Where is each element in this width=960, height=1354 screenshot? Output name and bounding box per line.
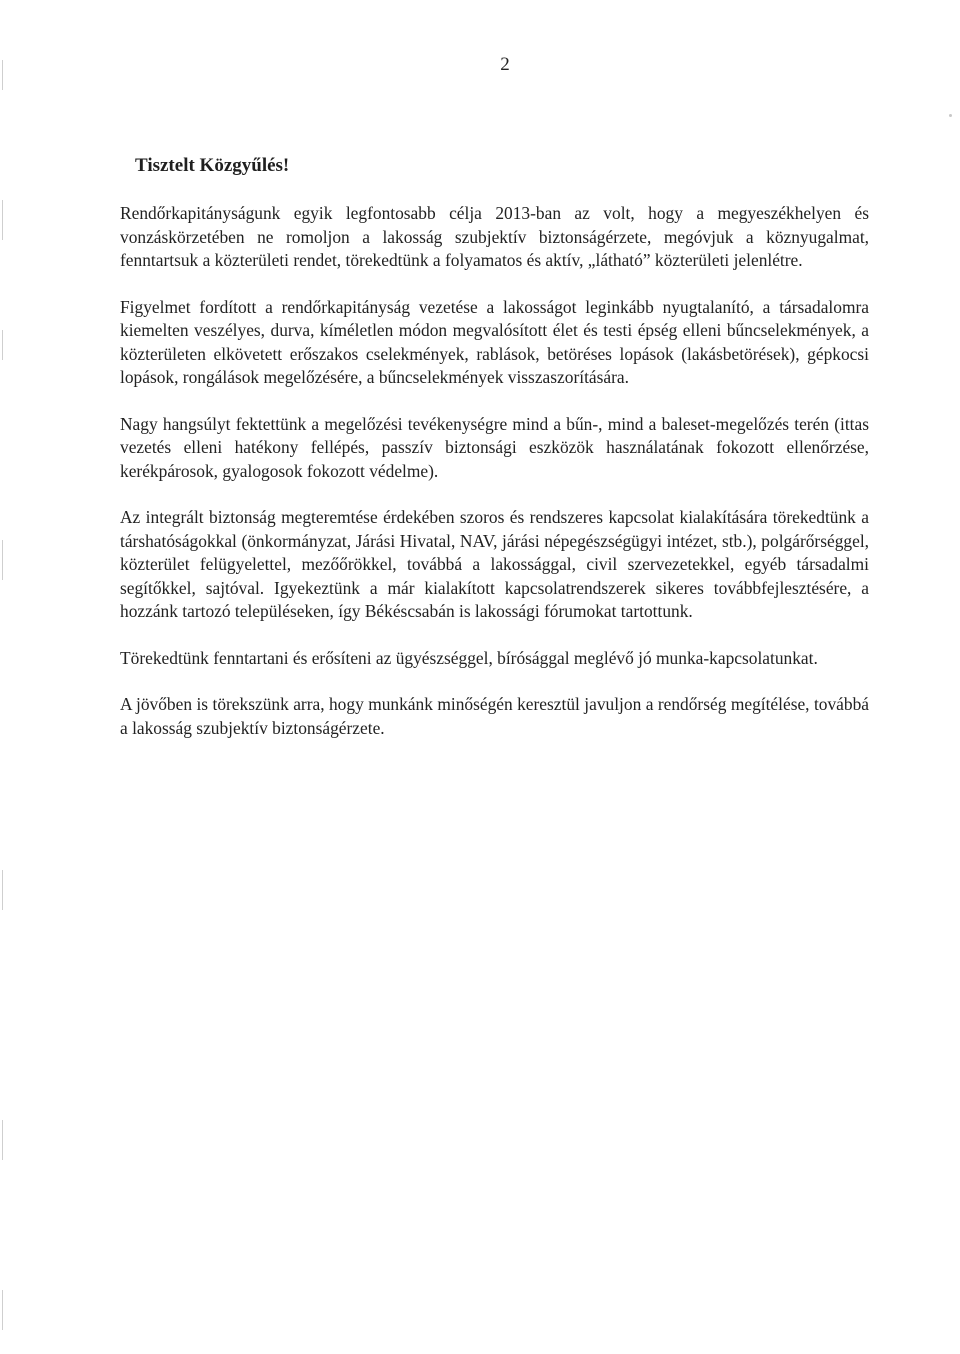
paragraph-prevention: Nagy hangsúlyt fektettünk a megelőzési tevékenységre mind a bűn-, mind a baleset-megelőzés terén (ittas vezetés elleni hatékony fellépés, passzív biztonsági eszközök használatának fokozott ellenőrzése, kerékpárosok, gyalogosok fokozott védelme). bbox=[120, 413, 869, 481]
paragraph-goals: Rendőrkapitányságunk egyik legfontosabb célja 2013-ban az volt, hogy a megyeszékhelyen és vonzáskörzetében ne romoljon a lakosság szubjektív biztonságérzete, megóvjuk a köznyugalmat, fenntartsuk a közterületi rendet, törekedtünk a folyamatos és aktív, „látható” közterületi jelenlétre. bbox=[120, 203, 869, 270]
scan-edge-mark bbox=[2, 200, 3, 240]
page-number: 2 bbox=[500, 54, 510, 75]
paragraph-future: A jövőben is törekszünk arra, hogy munkánk minőségén keresztül javuljon a rendőrség megítélése, továbbá a lakosság szubjektív biztonságérzete. bbox=[120, 694, 869, 738]
scan-edge-mark bbox=[2, 1120, 3, 1160]
scan-edge-mark bbox=[2, 540, 3, 580]
scan-edge-mark bbox=[2, 60, 3, 90]
paragraph-integrated-security: Az integrált biztonság megteremtése érdekében szoros és rendszeres kapcsolat kialakítására törekedtünk a társhatóságokkal (önkormányzat, Járási Hivatal, NAV, járási népegészségügyi intézet, stb.), polgárőrséggel, közterület felügyelettel, mezőőrökkel, továbbá a lakossággal, civil szervezetekkel, egyéb társadalmi segítőkkel, sajtóval. Igyekeztünk a már kialakított kapcsolatrendszerek sikeres továbbfejlesztésére, a hozzánk tartozó településeken, így Békéscsabán is lakossági fórumokat tartottunk. bbox=[120, 507, 869, 621]
scan-edge-mark bbox=[2, 1290, 3, 1330]
scan-speck bbox=[949, 114, 952, 117]
paragraph-priorities: Figyelmet fordított a rendőrkapitányság vezetése a lakosságot leginkább nyugtalanító, a társadalomra kiemelten veszélyes, durva, kíméletlen módon megvalósított élet és testi épség elleni bűncselekmények, a közterületen elkövetett erőszakos cselekmények, rablások, betöréses lopások (lakásbetörések), gépkocsi lopások, rongálások megelőzésére, a bűncselekmények visszaszorítására. bbox=[120, 296, 869, 387]
scan-edge-mark bbox=[2, 330, 3, 360]
letter-body bbox=[120, 202, 869, 763]
salutation-heading: Tisztelt Közgyűlés! bbox=[135, 155, 290, 176]
scan-edge-mark bbox=[2, 870, 3, 910]
paragraph-cooperation: Törekedtünk fenntartani és erősíteni az ügyészséggel, bírósággal meglévő jó munka-kapcsolatunkat. bbox=[120, 647, 818, 668]
